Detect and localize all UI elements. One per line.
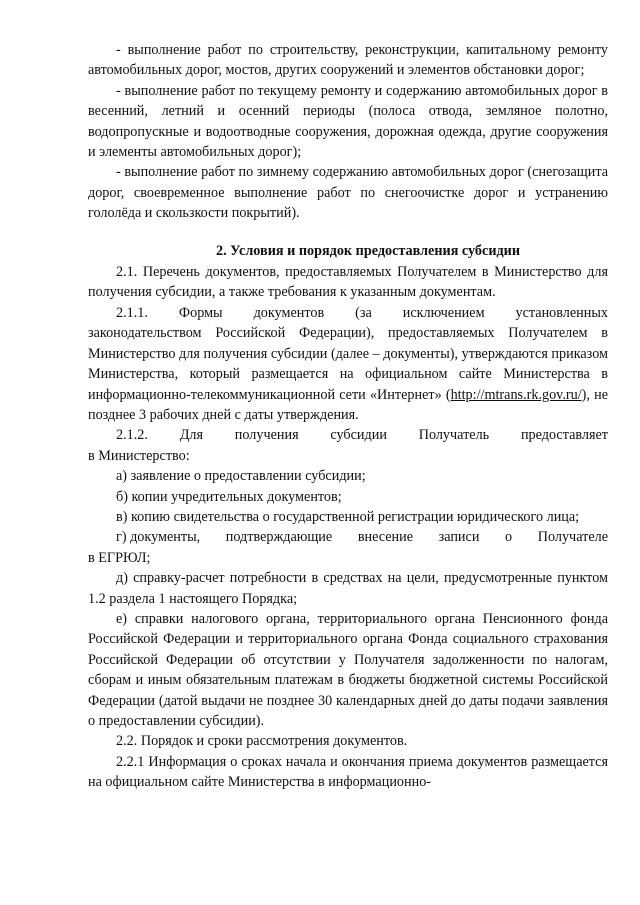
word: получения xyxy=(234,427,299,444)
paragraph-construction-works: - выполнение работ по строительству, реконструкции, капитальному ремонту автомобильных дорог, мостов, других сооружений и элементов обстановки дорог; xyxy=(88,42,608,79)
word: 2.1.2. xyxy=(116,427,148,444)
word: о xyxy=(505,529,513,546)
word: внесение xyxy=(357,529,414,546)
list-item-a: а) заявление о предоставлении субсидии; xyxy=(116,468,366,485)
paragraph-2-1-2-rest: в Министерство: xyxy=(88,447,190,464)
list-item-d: д) справку-расчет потребности в средствах на цели, предусмотренные пунктом 1.2 раздела 1 настоящего Порядка; xyxy=(88,570,608,607)
list-item-b: б) копии учредительных документов; xyxy=(116,488,342,505)
paragraph-winter-works: - выполнение работ по зимнему содержанию автомобильных дорог (снегозащита дорог, своевременное выполнение работ по снегоочистке дорог и устранению гололёда и скользкости покрытий). xyxy=(88,164,608,222)
list-item-e: е) справки налогового органа, территориального органа Пенсионного фонда Российской Федерации и территориального органа Фонда социального страхования Российской Федерации об отсутствии у Получателя задолженности по налогам, сборам и иным обязательным платежам в бюджеты бюджетной системы Российской Федерации (датой выдачи не позднее 30 календарных дней до даты подачи заявления о предоставлении субсидии). xyxy=(88,610,608,729)
word: подтверждающие xyxy=(225,529,333,546)
list-item-g-first-line xyxy=(88,527,608,547)
section-heading: 2. Условия и порядок предоставления субсидии xyxy=(215,242,521,259)
list-item-v: в) копию свидетельства о государственной регистрации юридического лица; xyxy=(116,508,580,525)
paragraph-2-1-1-first-line xyxy=(88,303,608,323)
word: 2.1.1. xyxy=(116,304,148,321)
word: (за xyxy=(355,304,372,321)
paragraph-2-1: 2.1. Перечень документов, предоставляемых Получателем в Министерство для получения субсидии, а также требования к указанным документам. xyxy=(88,264,608,301)
word: Формы xyxy=(178,304,223,321)
word: документов xyxy=(253,304,325,321)
word: Получателе xyxy=(537,529,608,546)
paragraph-2-1-2 xyxy=(88,425,608,466)
word: предоставляет xyxy=(520,427,608,444)
word: Получатель xyxy=(418,427,490,444)
word: записи xyxy=(438,529,480,546)
word: исключением xyxy=(402,304,485,321)
word: установленных xyxy=(515,304,608,321)
word: г) документы, xyxy=(116,529,201,546)
ministry-website-link[interactable]: http://mtrans.rk.gov.ru/ xyxy=(450,386,582,403)
list-item-g xyxy=(88,527,608,568)
list-item-g-rest: в ЕГРЮЛ; xyxy=(88,549,151,566)
paragraph-2-1-2-first-line xyxy=(88,425,608,445)
paragraph-2-1-1 xyxy=(88,303,608,425)
paragraph-2-2: 2.2. Порядок и сроки рассмотрения документов. xyxy=(116,733,408,750)
paragraph-maintenance-works: - выполнение работ по текущему ремонту и содержанию автомобильных дорог в весенний, летний и осенний периоды (полоса отвода, земляное полотно, водопропускные и водоотводные сооружения, дорожная одежда, другие сооружения и элементы автомобильных дорог); xyxy=(88,82,608,161)
word: Для xyxy=(179,427,203,444)
paragraph-2-2-1: 2.2.1 Информация о сроках начала и окончания приема документов размещается на официальном сайте Министерства в информационно- xyxy=(88,753,608,791)
document-page xyxy=(88,40,608,793)
paragraph-2-1-1-text: законодательством Российской Федерации), предоставляемых Получателем в Министерство для получения субсидии (далее – документы), утверждаются приказом Министерства, который размещается на официальном сайте Министерства в информационно-телекоммуникационной сети «Интернет» ( xyxy=(88,325,608,403)
word: субсидии xyxy=(330,427,387,444)
paragraph-2-1-1-tail: ), не позднее 3 рабочих дней с даты утверждения. xyxy=(88,386,608,423)
